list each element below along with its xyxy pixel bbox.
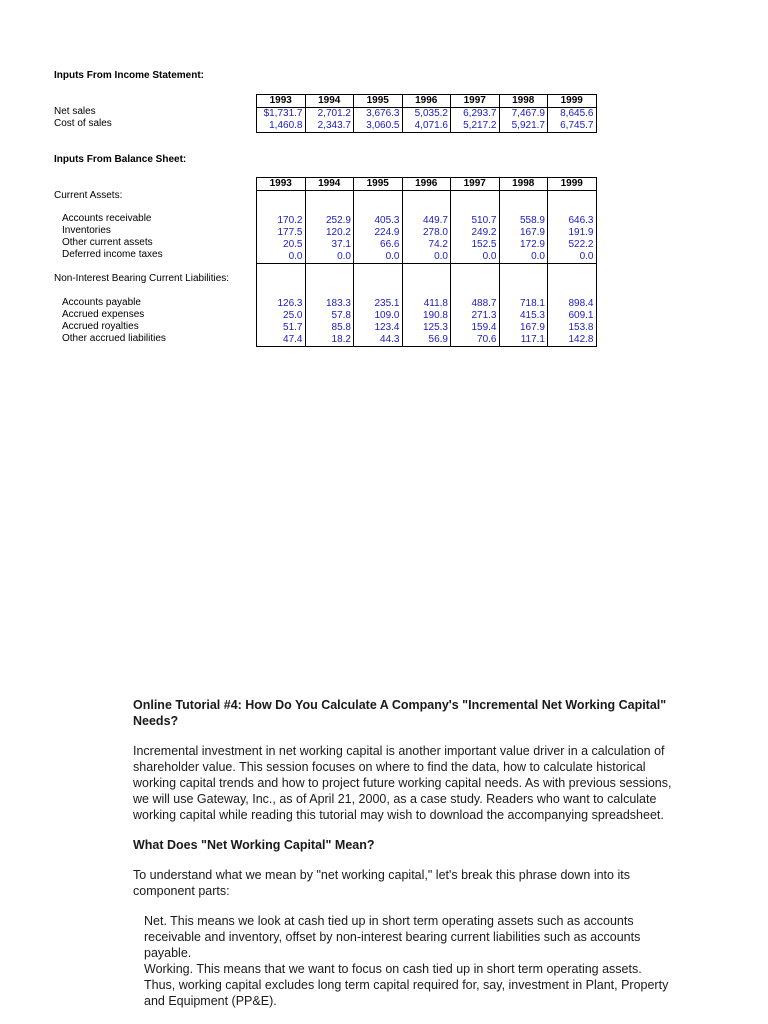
table-row-other-current-assets (257, 239, 597, 251)
section-paragraph: To understand what we mean by "net working capital," let's break this phrase down into its component parts: (133, 868, 630, 898)
table-cell: 5,217.2 (451, 120, 500, 133)
row-label-net-sales: Net sales (54, 106, 96, 117)
table-cell: 70.6 (451, 334, 500, 347)
table-cell: 6,745.7 (548, 120, 597, 133)
balance-year-header (257, 178, 597, 191)
table-cell: 0.0 (305, 251, 354, 264)
table-cell: 609.1 (548, 310, 597, 322)
year-header: 1999 (548, 95, 597, 108)
table-cell: 271.3 (451, 310, 500, 322)
table-cell: 142.8 (548, 334, 597, 347)
table-cell: 0.0 (451, 251, 500, 264)
year-header: 1993 (257, 95, 306, 108)
definition-working: Working. This means that we want to focus on cash tied up in short term operating assets. Thus, working capital excludes long term capital required for, say, investment in Plant, Property and Equipment (PP&E). (144, 962, 669, 1008)
table-cell: 183.3 (305, 298, 354, 310)
table-cell: 0.0 (548, 251, 597, 264)
table-cell: 47.4 (257, 334, 306, 347)
row-label-other-current-assets: Other current assets (62, 237, 153, 248)
table-cell: 25.0 (257, 310, 306, 322)
liabilities-label: Non-Interest Bearing Current Liabilities: (54, 273, 230, 284)
year-header: 1997 (451, 178, 500, 191)
table-cell: 51.7 (257, 322, 306, 334)
row-label-accrued-expenses: Accrued expenses (62, 309, 145, 320)
table-cell: 558.9 (499, 215, 548, 227)
year-header: 1996 (402, 178, 451, 191)
year-header: 1997 (451, 95, 500, 108)
current-assets-row-labels (62, 213, 163, 261)
balance-sheet-title: Inputs From Balance Sheet: (54, 154, 187, 165)
row-label-deferred-income-taxes: Deferred income taxes (62, 249, 163, 260)
table-cell: $1,731.7 (257, 108, 306, 121)
table-cell: 235.1 (354, 298, 403, 310)
table-cell: 191.9 (548, 227, 597, 239)
table-cell: 411.8 (402, 298, 451, 310)
table-cell: 120.2 (305, 227, 354, 239)
year-header: 1994 (305, 178, 354, 191)
row-label-accounts-payable: Accounts payable (62, 297, 141, 308)
table-cell: 18.2 (305, 334, 354, 347)
year-header: 1993 (257, 178, 306, 191)
table-cell: 126.3 (257, 298, 306, 310)
current-assets-label: Current Assets: (54, 190, 123, 201)
table-cell: 153.8 (548, 322, 597, 334)
table-row-net-sales (257, 108, 597, 121)
row-label-accounts-receivable: Accounts receivable (62, 213, 152, 224)
table-cell: 415.3 (499, 310, 548, 322)
table-cell: 0.0 (354, 251, 403, 264)
table-cell: 177.5 (257, 227, 306, 239)
table-cell: 123.4 (354, 322, 403, 334)
table-cell: 2,343.7 (305, 120, 354, 133)
table-cell: 405.3 (354, 215, 403, 227)
table-row-deferred-income-taxes (257, 251, 597, 264)
year-header: 1996 (402, 95, 451, 108)
table-cell: 0.0 (257, 251, 306, 264)
table-row-accrued-expenses (257, 310, 597, 322)
table-cell: 4,071.6 (402, 120, 451, 133)
income-statement-title: Inputs From Income Statement: (54, 70, 205, 81)
table-row-accrued-royalties (257, 322, 597, 334)
table-cell: 85.8 (305, 322, 354, 334)
table-cell: 1,460.8 (257, 120, 306, 133)
table-row-inventories (257, 227, 597, 239)
year-header: 1995 (354, 95, 403, 108)
table-cell: 6,293.7 (451, 108, 500, 121)
balance-table (256, 177, 597, 347)
table-cell: 5,921.7 (499, 120, 548, 133)
table-cell: 109.0 (354, 310, 403, 322)
table-cell: 159.4 (451, 322, 500, 334)
table-cell: 278.0 (402, 227, 451, 239)
row-label-inventories: Inventories (62, 225, 111, 236)
table-cell: 7,467.9 (499, 108, 548, 121)
table-cell: 170.2 (257, 215, 306, 227)
year-header: 1998 (499, 178, 548, 191)
table-cell: 224.9 (354, 227, 403, 239)
table-cell: 510.7 (451, 215, 500, 227)
liabilities-row-labels (62, 297, 166, 345)
year-header: 1998 (499, 95, 548, 108)
table-cell: 57.8 (305, 310, 354, 322)
section-heading: What Does "Net Working Capital" Mean? (133, 838, 375, 852)
income-table (256, 94, 597, 133)
year-header: 1994 (305, 95, 354, 108)
table-cell: 0.0 (499, 251, 548, 264)
table-cell: 167.9 (499, 322, 548, 334)
table-cell: 74.2 (402, 239, 451, 251)
tutorial-section (133, 697, 673, 1009)
table-cell: 190.8 (402, 310, 451, 322)
table-cell: 117.1 (499, 334, 548, 347)
income-year-header (257, 95, 597, 108)
table-cell: 249.2 (451, 227, 500, 239)
table-cell: 252.9 (305, 215, 354, 227)
table-cell: 646.3 (548, 215, 597, 227)
year-header: 1995 (354, 178, 403, 191)
table-cell: 488.7 (451, 298, 500, 310)
tutorial-intro-paragraph: Incremental investment in net working capital is another important value driver in a calculation of shareholder value. This session focuses on where to find the data, how to calculate historical working capital trends and how to project future working capital needs. As with previous sessions, we will use Gateway, Inc., as of April 21, 2000, as a case study. Readers who want to calculate working capital while reading this tutorial may wish to download the accompanying spreadsheet. (133, 744, 672, 822)
table-cell: 37.1 (305, 239, 354, 251)
table-cell: 167.9 (499, 227, 548, 239)
table-cell: 3,676.3 (354, 108, 403, 121)
row-label-cost-of-sales: Cost of sales (54, 118, 112, 129)
table-cell: 172.9 (499, 239, 548, 251)
row-label-accrued-royalties: Accrued royalties (62, 321, 139, 332)
table-cell: 8,645.6 (548, 108, 597, 121)
table-cell: 125.3 (402, 322, 451, 334)
table-cell: 44.3 (354, 334, 403, 347)
table-cell: 0.0 (402, 251, 451, 264)
table-cell: 718.1 (499, 298, 548, 310)
table-row-cost-of-sales (257, 120, 597, 133)
table-cell: 5,035.2 (402, 108, 451, 121)
income-row-labels (54, 106, 112, 130)
table-spacer-row (257, 191, 597, 215)
table-spacer-row (257, 263, 597, 298)
table-cell: 2,701.2 (305, 108, 354, 121)
table-cell: 152.5 (451, 239, 500, 251)
table-cell: 66.6 (354, 239, 403, 251)
definition-net: Net. This means we look at cash tied up in short term operating assets such as accounts receivable and inventory, offset by non-interest bearing current liabilities such as accounts payable. (144, 914, 641, 960)
table-cell: 3,060.5 (354, 120, 403, 133)
definitions-block (144, 913, 673, 1009)
table-cell: 56.9 (402, 334, 451, 347)
table-cell: 522.2 (548, 239, 597, 251)
table-cell: 898.4 (548, 298, 597, 310)
year-header: 1999 (548, 178, 597, 191)
table-row-accounts-payable (257, 298, 597, 310)
table-row-accounts-receivable (257, 215, 597, 227)
table-cell: 20.5 (257, 239, 306, 251)
table-cell: 449.7 (402, 215, 451, 227)
tutorial-title: Online Tutorial #4: How Do You Calculate A Company's "Incremental Net Working Capital" Needs? (133, 698, 667, 728)
table-row-other-accrued-liabilities (257, 334, 597, 347)
row-label-other-accrued-liabilities: Other accrued liabilities (62, 333, 166, 344)
